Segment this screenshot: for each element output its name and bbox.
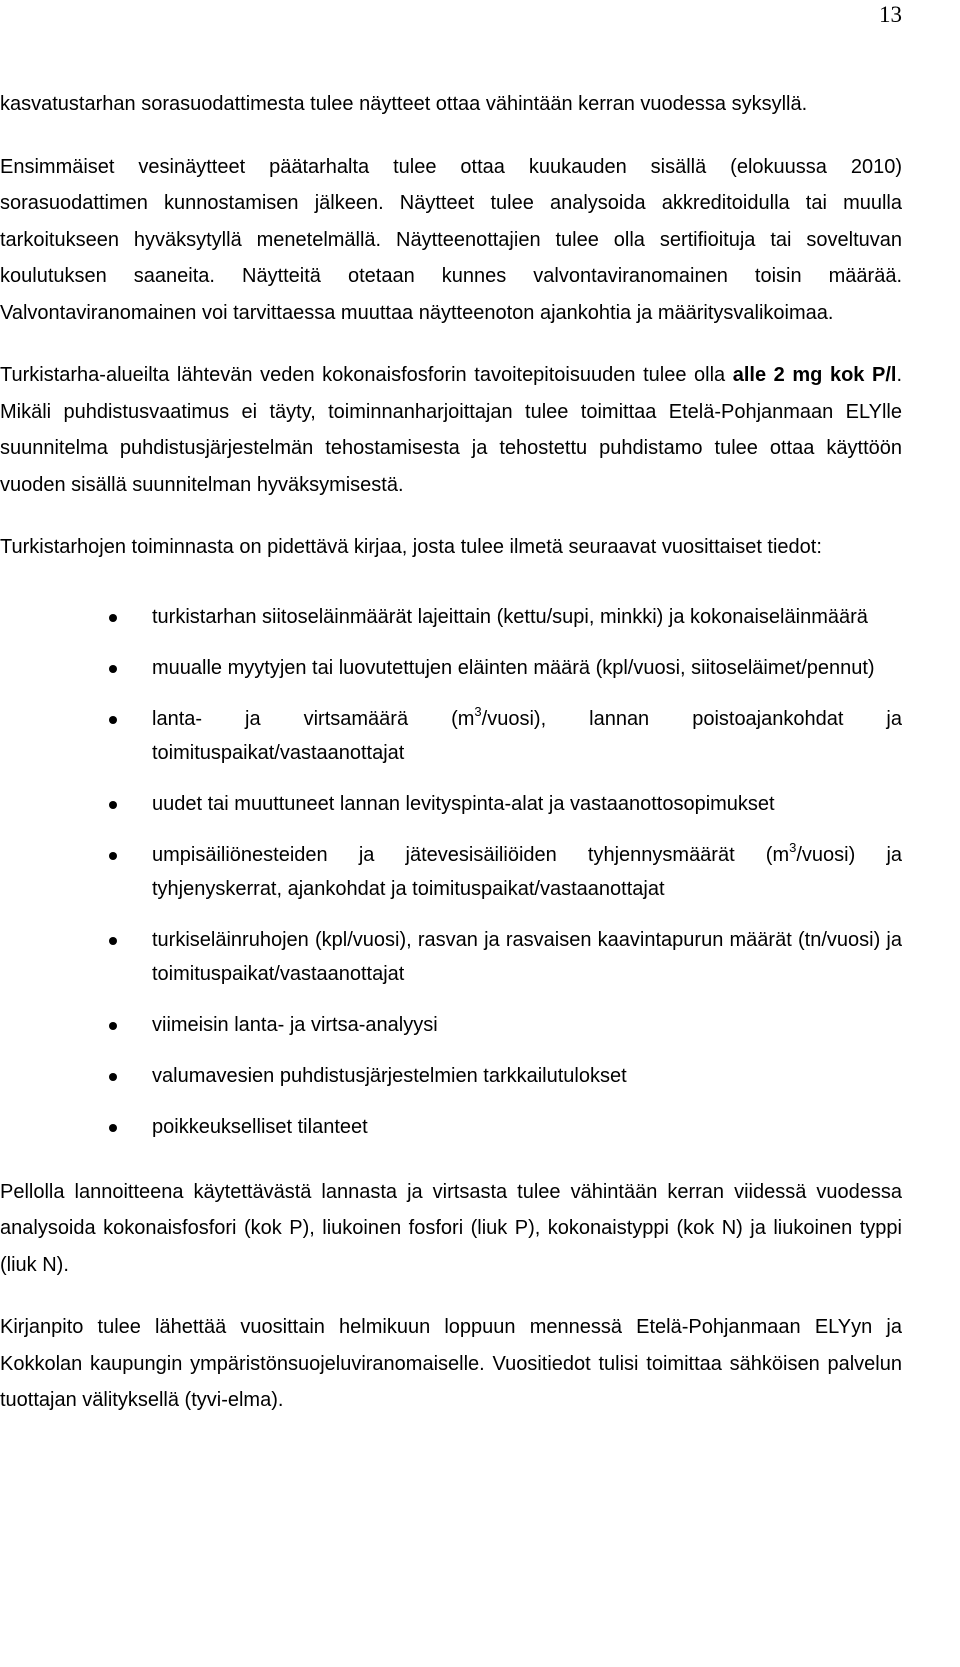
phosphorus-text-after: . Mikäli puhdistusvaatimus ei täyty, toiminnanharjoittajan tulee toimittaa Etelä-Pohjanmaan ELYlle suunnitelma puhdistusjärjestelmän tehostamisesta ja tehostettu puhdistamo tulee ottaa käyttöön vuoden sisällä suunnitelman hyväksymisestä. — [0, 364, 903, 496]
document-body — [0, 86, 902, 1419]
paragraph-sampling-frequency: kasvatustarhan sorasuodattimesta tulee näytteet ottaa vähintään kerran vuodessa syksyllä. — [0, 93, 808, 115]
list-item-text: /vuosi), lannan poistoajankohdat ja toimituspaikat/vastaanottajat — [152, 707, 902, 764]
superscript: 3 — [789, 839, 797, 855]
list-item: valumavesien puhdistusjärjestelmien tarkkailutulokset — [0, 1059, 902, 1093]
list-item: turkistarhan siitoseläinmäärät lajeittain (kettu/supi, minkki) ja kokonaiseläinmäärä — [0, 600, 902, 634]
phosphorus-text-before: Turkistarha-alueilta lähtevän veden kokonaisfosforin tavoitepitoisuuden tulee olla — [0, 364, 733, 386]
phosphorus-limit: alle 2 mg kok P/l — [732, 364, 897, 386]
paragraph-records-submission: Kirjanpito tulee lähettää vuosittain helmikuun loppuun mennessä Etelä-Pohjanmaan ELYyn ja Kokkolan kaupungin ympäristönsuojeluviranomaiselle. Vuositiedot tulisi toimittaa sähköisen palvelun tuottajan välityksellä (tyvi-elma). — [0, 1316, 902, 1411]
page-number: 13 — [879, 2, 902, 27]
list-item-text: /vuosi) ja tyhjenyskerrat, ajankohdat ja toimituspaikat/vastaanottajat — [152, 843, 903, 900]
list-item — [0, 838, 902, 906]
annual-records-list — [0, 600, 902, 1144]
list-item-text: lanta- ja virtsamäärä (m — [152, 707, 475, 730]
list-item: turkiseläinruhojen (kpl/vuosi), rasvan ja rasvaisen kaavintapurun määrät (tn/vuosi) ja toimituspaikat/vastaanottajat — [0, 923, 902, 991]
paragraph-phosphorus-target — [0, 357, 902, 503]
superscript: 3 — [474, 703, 482, 719]
paragraph-records-intro: Turkistarhojen toiminnasta on pidettävä kirjaa, josta tulee ilmetä seuraavat vuosittaiset tiedot: — [0, 536, 822, 558]
list-item: viimeisin lanta- ja virtsa-analyysi — [0, 1008, 902, 1042]
list-item — [0, 702, 902, 770]
paragraph-manure-analysis: Pellolla lannoitteena käytettävästä lannasta ja virtsasta tulee vähintään kerran viidessä vuodessa analysoida kokonaisfosfori (kok P), liukoinen fosfori (liuk P), kokonaistyppi (kok N) ja liukoinen typpi (liuk N). — [0, 1180, 902, 1276]
list-item: uudet tai muuttuneet lannan levityspinta-alat ja vastaanottosopimukset — [0, 787, 902, 821]
paragraph-water-samples: Ensimmäiset vesinäytteet päätarhalta tulee ottaa kuukauden sisällä (elokuussa 2010) sorasuodattimen kunnostamisen jälkeen. Näytteet tulee analysoida akkreditoidulla tai muulla tarkoitukseen hyväksytyllä menetelmällä. Näytteenottajien tulee olla sertifioituja tai soveltuvan koulutuksen saaneita. Näytteitä otetaan kunnes valvontaviranomainen toisin määrää. Valvontaviranomainen voi tarvittaessa muuttaa näytteenoton ajankohtia ja määritysvalikoimaa. — [0, 155, 902, 324]
list-item-text: umpisäiliönesteiden ja jätevesisäiliöiden tyhjennysmäärät (m — [152, 843, 790, 866]
list-item: muualle myytyjen tai luovutettujen eläinten määrä (kpl/vuosi, siitoseläimet/pennut) — [0, 651, 902, 685]
list-item: poikkeukselliset tilanteet — [0, 1110, 902, 1144]
